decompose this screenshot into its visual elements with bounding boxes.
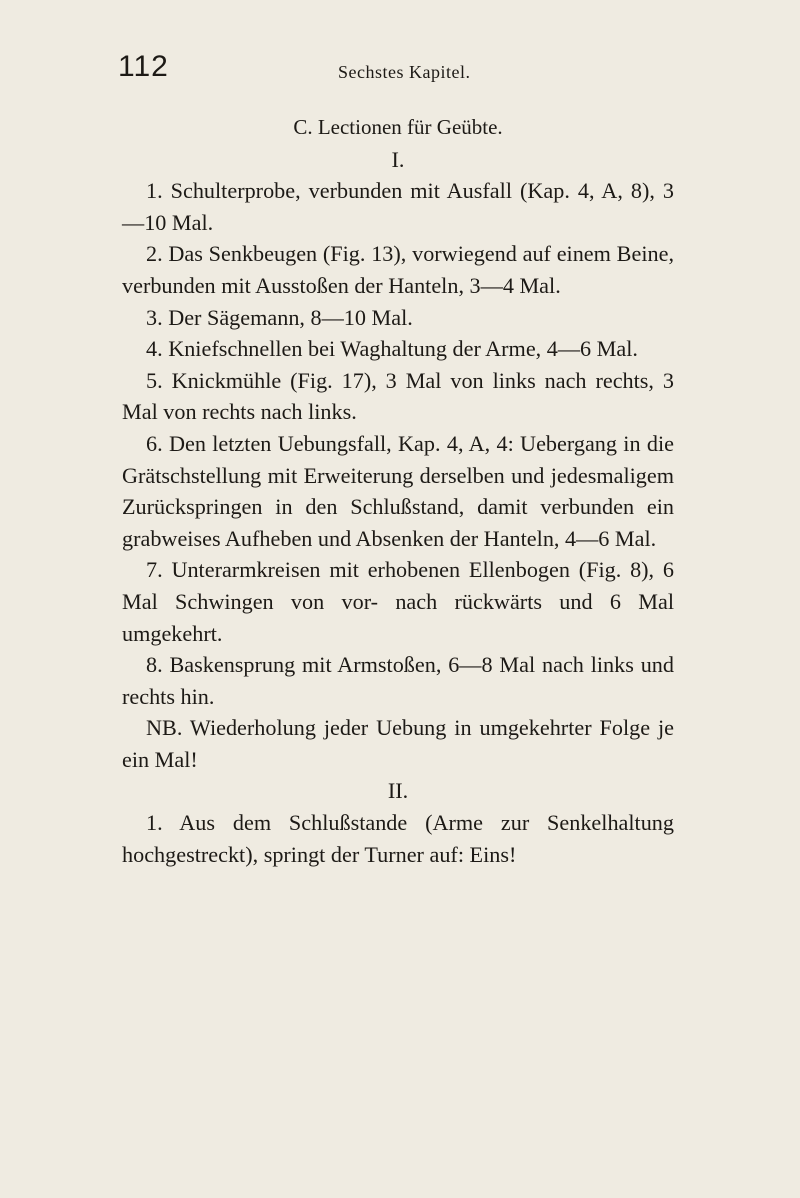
page-body (122, 112, 674, 870)
exercise-item: 6. Den letzten Uebungsfall, Kap. 4, A, 4: Uebergang in die Grätschstellung mit Erweiterung derselben und jedesmaligem Zurückspringen in den Schlußstand, damit verbunden ein grabweises Aufheben und Absenken der Hanteln, 4—6 Mal. (122, 430, 674, 551)
running-head: Sechstes Kapitel. (338, 62, 471, 82)
exercise-item: 4. Kniefschnellen bei Waghaltung der Arme, 4—6 Mal. (146, 336, 638, 362)
exercise-item: 1. Schulterprobe, verbunden mit Ausfall (Kap. 4, A, 8), 3—10 Mal. (122, 178, 674, 235)
nota-bene-note: NB. Wiederholung jeder Uebung in umgekehrter Folge je ein Mal! (122, 715, 674, 772)
section-title: C. Lectionen für Geübte. (293, 115, 503, 139)
exercise-item: 8. Baskensprung mit Armstoßen, 6—8 Mal nach links und rechts hin. (122, 652, 674, 709)
part-numeral-1: I. (391, 146, 405, 172)
page-number: 112 (118, 50, 169, 83)
exercise-item: 7. Unterarmkreisen mit erhobenen Ellenbogen (Fig. 8), 6 Mal Schwingen von vor- nach rückwärts und 6 Mal umgekehrt. (122, 557, 674, 646)
exercise-item: 1. Aus dem Schlußstande (Arme zur Senkelhaltung hochgestreckt), springt der Turner auf: Eins! (122, 810, 674, 867)
page-header (118, 50, 678, 90)
part-numeral-2: II. (387, 778, 409, 804)
exercise-item: 3. Der Sägemann, 8—10 Mal. (146, 304, 413, 330)
exercise-item: 2. Das Senkbeugen (Fig. 13), vorwiegend auf einem Beine, verbunden mit Ausstoßen der Hanteln, 3—4 Mal. (122, 241, 674, 298)
exercise-item: 5. Knickmühle (Fig. 17), 3 Mal von links nach rechts, 3 Mal von rechts nach links. (122, 367, 674, 425)
